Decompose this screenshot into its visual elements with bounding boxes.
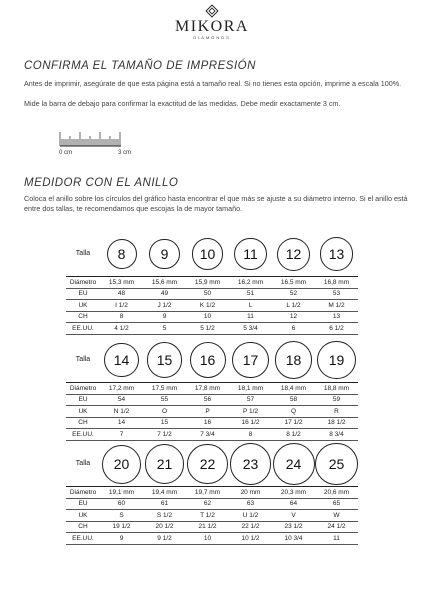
ruler-start-label: 0 cm [59, 150, 73, 156]
table-cell: 58 [272, 394, 315, 406]
table-cell: 53 [315, 288, 358, 300]
ring-size-circle: 20 [102, 445, 141, 484]
table-row [66, 429, 358, 441]
table-cell: 17,8 mm [186, 383, 229, 395]
table-row [66, 300, 358, 312]
ring-size-circle: 19 [317, 341, 355, 379]
row-header-eeuu: EE.UU. [66, 429, 100, 441]
table-cell: 18 1/2 [315, 417, 358, 429]
brand-logo [0, 4, 424, 40]
row-header-ch: CH [66, 417, 100, 429]
table-cell: 52 [272, 288, 315, 300]
brand-name: MIKORA [175, 18, 249, 35]
table-cell: 5 [143, 323, 186, 335]
size-table [66, 382, 358, 441]
table-row [66, 487, 358, 499]
table-row [66, 277, 358, 289]
table-cell: 21 1/2 [186, 521, 229, 533]
table-cell: K 1/2 [186, 300, 229, 312]
table-cell: 20,6 mm [315, 487, 358, 499]
row-header-uk: UK [66, 406, 100, 418]
row-header-ch: CH [66, 311, 100, 323]
table-cell: 14 [100, 417, 143, 429]
table-cell: 8 1/2 [272, 429, 315, 441]
table-cell: 24 1/2 [315, 521, 358, 533]
ring-size-circle: 10 [192, 238, 224, 270]
table-cell: 9 [100, 533, 143, 545]
table-row [66, 417, 358, 429]
row-header-diametro: Diámetro [66, 487, 100, 499]
print-instructions-2: Mide la barra de debajo para confirmar la exactitud de las medidas. Debe medir exactamente 3 cm. [24, 99, 341, 108]
table-cell: 16,5 mm [272, 277, 315, 289]
table-cell: 16,2 mm [229, 277, 272, 289]
table-cell: 17,2 mm [100, 383, 143, 395]
table-row [66, 383, 358, 395]
row-header-eu: EU [66, 498, 100, 510]
table-cell: 17,5 mm [143, 383, 186, 395]
talla-label: Talla [75, 250, 91, 257]
table-cell: 15,9 mm [186, 277, 229, 289]
table-cell: R [315, 406, 358, 418]
table-cell: 61 [143, 498, 186, 510]
ring-size-circle: 22 [187, 444, 228, 485]
table-cell: 51 [229, 288, 272, 300]
table-row [66, 498, 358, 510]
size-block-1 [66, 232, 358, 335]
table-cell: 18,1 mm [229, 383, 272, 395]
table-cell: L [229, 300, 272, 312]
ring-size-circle: 8 [107, 239, 137, 269]
table-cell: 63 [229, 498, 272, 510]
table-cell: 23 1/2 [272, 521, 315, 533]
ring-size-circle: 16 [190, 342, 226, 378]
table-cell: 20,3 mm [272, 487, 315, 499]
row-header-eu: EU [66, 288, 100, 300]
ruler-scale-icon [58, 126, 128, 150]
table-cell: 60 [100, 498, 143, 510]
table-cell: P [186, 406, 229, 418]
table-cell: 16,8 mm [315, 277, 358, 289]
table-cell: 64 [272, 498, 315, 510]
table-cell: 6 1/2 [315, 323, 358, 335]
table-cell: 10 1/2 [229, 533, 272, 545]
table-cell: 15,3 mm [100, 277, 143, 289]
table-cell: 7 1/2 [143, 429, 186, 441]
table-cell: 48 [100, 288, 143, 300]
talla-label: Talla [75, 460, 91, 467]
ring-size-circle: 17 [232, 342, 269, 379]
print-size-heading: CONFIRMA EL TAMAÑO DE IMPRESIÓN [24, 60, 256, 72]
table-cell: 8 [229, 429, 272, 441]
table-row [66, 406, 358, 418]
table-cell: 6 [272, 323, 315, 335]
ring-sizer-instructions: Coloca el anillo sobre los círculos del gráfico hasta encontrar el que más se ajuste a su diámetro interno. Si el anillo está entre dos tallas, te recomendamos que escojas la de mayor tamaño. [24, 194, 408, 213]
table-cell: 9 1/2 [143, 533, 186, 545]
table-cell: 10 [186, 311, 229, 323]
table-row [66, 521, 358, 533]
table-cell: P 1/2 [229, 406, 272, 418]
table-row [66, 394, 358, 406]
table-cell: 50 [186, 288, 229, 300]
table-cell: 10 3/4 [272, 533, 315, 545]
table-cell: 20 mm [229, 487, 272, 499]
row-header-eu: EU [66, 394, 100, 406]
table-cell: 11 [229, 311, 272, 323]
table-cell: V [272, 510, 315, 522]
table-cell: 19,7 mm [186, 487, 229, 499]
table-row [66, 533, 358, 545]
size-block-3 [66, 442, 358, 545]
size-table [66, 486, 358, 545]
table-cell: M 1/2 [315, 300, 358, 312]
ring-size-circle: 14 [104, 343, 139, 378]
table-cell: 18,4 mm [272, 383, 315, 395]
size-block-2 [66, 338, 358, 441]
row-header-diametro: Diámetro [66, 383, 100, 395]
ring-sizer-heading: MEDIDOR CON EL ANILLO [24, 177, 179, 189]
table-cell: 65 [315, 498, 358, 510]
row-header-eeuu: EE.UU. [66, 323, 100, 335]
table-cell: 9 [143, 311, 186, 323]
table-cell: 15 [143, 417, 186, 429]
table-cell: S 1/2 [143, 510, 186, 522]
table-cell: 20 1/2 [143, 521, 186, 533]
row-header-uk: UK [66, 510, 100, 522]
table-cell: 10 [186, 533, 229, 545]
table-cell: 15,6 mm [143, 277, 186, 289]
table-cell: 16 [186, 417, 229, 429]
table-cell: 17 1/2 [272, 417, 315, 429]
print-instructions-1: Antes de imprimir, asegúrate de que esta página está a tamaño real. Si no tienes esta opción, imprime a escala 100%. [24, 79, 402, 88]
table-cell: N 1/2 [100, 406, 143, 418]
table-cell: 8 3/4 [315, 429, 358, 441]
table-cell: O [143, 406, 186, 418]
table-cell: 11 [315, 533, 358, 545]
ring-size-circle: 13 [320, 237, 354, 271]
table-cell: 19,1 mm [100, 487, 143, 499]
brand-subtitle: DIAMONDS [193, 35, 231, 40]
table-cell: 7 3/4 [186, 429, 229, 441]
table-cell: S [100, 510, 143, 522]
diamond-logo-icon [205, 4, 219, 18]
row-header-diametro: Diámetro [66, 277, 100, 289]
table-cell: 8 [100, 311, 143, 323]
table-cell: 7 [100, 429, 143, 441]
row-header-ch: CH [66, 521, 100, 533]
ring-size-circle: 12 [277, 238, 310, 271]
table-cell: 19,4 mm [143, 487, 186, 499]
table-cell: W [315, 510, 358, 522]
table-cell: 57 [229, 394, 272, 406]
table-cell: 59 [315, 394, 358, 406]
table-cell: 13 [315, 311, 358, 323]
table-cell: L 1/2 [272, 300, 315, 312]
table-cell: 55 [143, 394, 186, 406]
ring-size-circle: 23 [230, 443, 271, 484]
ring-size-circle: 18 [275, 341, 313, 379]
ring-size-circle: 21 [145, 444, 185, 484]
row-header-eeuu: EE.UU. [66, 533, 100, 545]
circle-row [66, 338, 358, 382]
table-cell: 5 3/4 [229, 323, 272, 335]
table-cell: 19 1/2 [100, 521, 143, 533]
table-cell: 22 1/2 [229, 521, 272, 533]
table-cell: 12 [272, 311, 315, 323]
ring-size-circle: 24 [273, 443, 315, 485]
ring-size-circle: 11 [234, 238, 266, 270]
table-cell: I 1/2 [100, 300, 143, 312]
table-row [66, 311, 358, 323]
table-cell: 5 1/2 [186, 323, 229, 335]
ring-size-circle: 25 [315, 443, 358, 486]
table-cell: 16 1/2 [229, 417, 272, 429]
table-cell: 4 1/2 [100, 323, 143, 335]
table-cell: 54 [100, 394, 143, 406]
talla-label: Talla [75, 356, 91, 363]
size-table [66, 276, 358, 335]
table-row [66, 510, 358, 522]
table-cell: 56 [186, 394, 229, 406]
ring-size-circle: 15 [147, 342, 182, 377]
circle-row [66, 442, 358, 486]
table-cell: 49 [143, 288, 186, 300]
table-cell: 18,8 mm [315, 383, 358, 395]
table-cell: Q [272, 406, 315, 418]
ring-size-circle: 9 [149, 239, 180, 270]
table-cell: U 1/2 [229, 510, 272, 522]
table-cell: 62 [186, 498, 229, 510]
circle-row [66, 232, 358, 276]
table-cell: T 1/2 [186, 510, 229, 522]
table-row [66, 323, 358, 335]
table-cell: J 1/2 [143, 300, 186, 312]
row-header-uk: UK [66, 300, 100, 312]
ruler-end-label: 3 cm [118, 150, 132, 156]
table-row [66, 288, 358, 300]
